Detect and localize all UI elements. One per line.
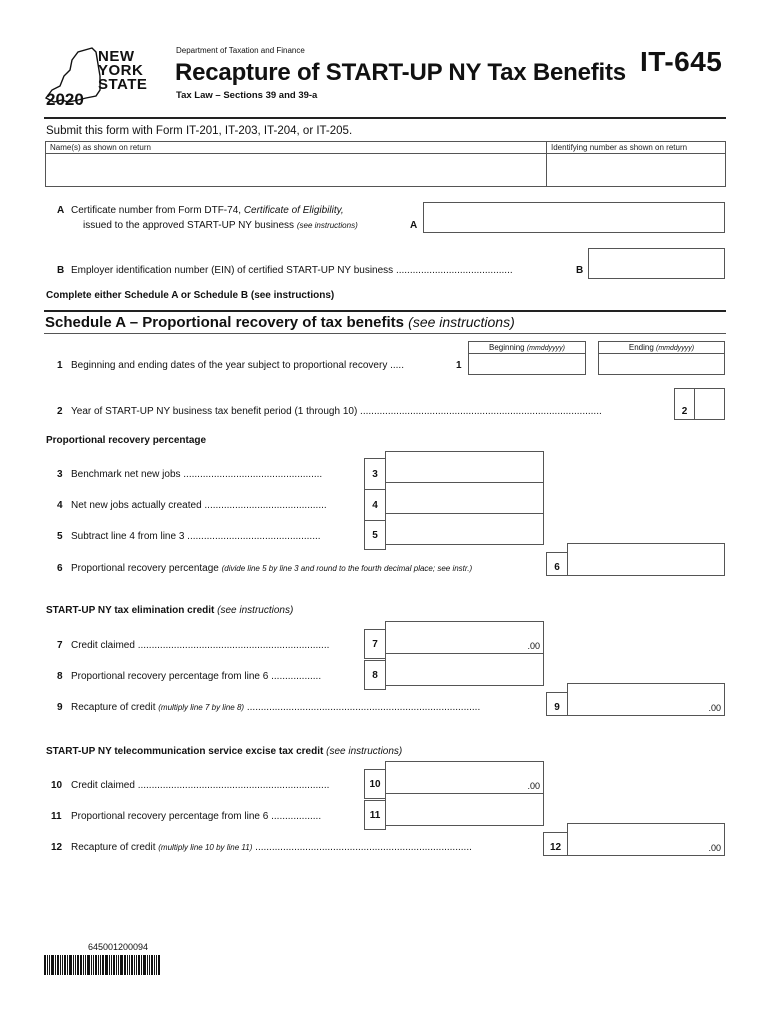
line-7-text: Credit claimed .....................................................................	[71, 640, 330, 651]
barcode-bar	[100, 955, 101, 975]
schedule-a-heading-text: Schedule A – Proportional recovery of tax benefits	[45, 314, 404, 331]
line-1-text: Beginning and ending dates of the year subject to proportional recovery .....	[71, 360, 404, 371]
line-8-percentage-input[interactable]	[385, 653, 544, 686]
line-b-text: Employer identification number (EIN) of certified START-UP NY business ..........................................	[71, 265, 513, 276]
barcode-bar	[95, 955, 97, 975]
barcode-bar	[64, 955, 66, 975]
schedule-a-top-rule	[44, 310, 726, 312]
logo-line-state: STATE	[98, 76, 148, 93]
telecom-credit-heading	[46, 746, 402, 757]
line-2-number: 2	[57, 406, 63, 417]
barcode-bar	[49, 955, 50, 975]
schedule-a-heading-ital: (see instructions)	[408, 314, 515, 330]
line-4-number: 4	[57, 500, 63, 511]
barcode-bar	[129, 955, 130, 975]
line-9-dots: ....................................................................................	[244, 702, 481, 713]
barcode-bar	[69, 955, 72, 975]
barcode-bar	[156, 955, 157, 975]
telecom-credit-heading-ital: (see instructions)	[326, 746, 403, 757]
line-7-cents: .00	[527, 641, 540, 651]
barcode-bar	[131, 955, 133, 975]
barcode-bar	[47, 955, 48, 975]
line-2-box-label: 2	[674, 388, 695, 420]
line-11-percentage-input[interactable]	[385, 793, 544, 826]
line-5-text: Subtract line 4 from line 3 ................................................	[71, 531, 321, 542]
line-10-cents: .00	[527, 781, 540, 791]
barcode-bar	[109, 955, 110, 975]
form-subtitle: Tax Law – Sections 39 and 39-a	[176, 90, 318, 101]
line-12-number: 12	[51, 842, 63, 853]
proportional-recovery-percentage-input[interactable]	[567, 543, 725, 576]
line-9-cents: .00	[708, 703, 721, 713]
barcode-bar	[67, 955, 68, 975]
barcode-bar	[147, 955, 148, 975]
line-12-text-ital: (multiply line 10 by line 11)	[158, 843, 253, 852]
line-12-dots: ..............................................................................	[252, 842, 472, 853]
proportional-recovery-heading: Proportional recovery percentage	[46, 435, 207, 446]
names-field[interactable]	[45, 141, 547, 187]
department-name: Department of Taxation and Finance	[176, 46, 305, 55]
barcode-bar	[134, 955, 135, 975]
submit-instructions: Submit this form with Form IT-201, IT-203, IT-204, or IT-205.	[46, 125, 353, 137]
line-1-box-label: 1	[456, 360, 462, 371]
telecom-credit-heading-text: START-UP NY telecommunication service excise tax credit	[46, 746, 327, 757]
names-field-label: Name(s) as shown on return	[50, 143, 151, 152]
barcode-bar	[138, 955, 140, 975]
line-7-number: 7	[57, 640, 63, 651]
line-a-text-1	[71, 205, 344, 216]
beginning-date-format: (mmddyyyy)	[526, 345, 565, 352]
line-9-text-main: Recapture of credit	[71, 702, 159, 713]
barcode-bar	[120, 955, 123, 975]
tax-year: 2020	[46, 90, 84, 109]
barcode-bar	[116, 955, 117, 975]
barcode-bar	[149, 955, 150, 975]
line-6-box-label: 6	[546, 552, 568, 576]
subtract-line-4-input[interactable]	[385, 513, 544, 545]
form-title: Recapture of START-UP NY Tax Benefits	[175, 59, 626, 86]
barcode-number: 645001200094	[88, 942, 149, 952]
line-8-number: 8	[57, 671, 63, 682]
ein-input[interactable]	[588, 248, 725, 279]
barcode-bar	[77, 955, 79, 975]
line-a-text-2-pre: issued to the approved START-UP NY business	[83, 220, 297, 231]
line-6-text-ital: (divide line 5 by line 3 and round to the fourth decimal place; see instr.)	[221, 564, 473, 573]
line-12-box-label: 12	[543, 832, 568, 856]
elimination-credit-heading-text: START-UP NY tax elimination credit	[46, 605, 218, 616]
barcode-bar	[143, 955, 146, 975]
ending-date-input[interactable]	[598, 353, 725, 375]
barcode-bar	[44, 955, 46, 975]
credit-claimed-input[interactable]	[385, 621, 544, 654]
beginning-label: Beginning	[489, 343, 525, 352]
telecom-recapture-input[interactable]	[567, 823, 725, 856]
barcode-bar	[62, 955, 63, 975]
line-11-text: Proportional recovery percentage from line 6 ..................	[71, 811, 322, 822]
line-b-box-letter: B	[576, 265, 584, 276]
benefit-period-year-input[interactable]	[694, 388, 725, 420]
barcode-bar	[57, 955, 59, 975]
beginning-date-input[interactable]	[468, 353, 586, 375]
complete-schedule-note: Complete either Schedule A or Schedule B (see instructions)	[46, 290, 335, 301]
barcode-bar	[141, 955, 142, 975]
ending-date-format: (mmddyyyy)	[656, 345, 695, 352]
barcode-bar	[151, 955, 153, 975]
barcode-bar	[102, 955, 104, 975]
schedule-a-heading	[45, 314, 515, 331]
id-label-underline	[547, 153, 725, 154]
barcode-bar	[158, 955, 160, 975]
barcode-bar	[60, 955, 61, 975]
barcode-bar	[91, 955, 92, 975]
line-6-number: 6	[57, 563, 63, 574]
line-a-box-letter: A	[410, 220, 418, 231]
line-3-text: Benchmark net new jobs ..................................................	[71, 469, 323, 480]
line-12-text	[71, 842, 472, 853]
schedule-a-bottom-rule	[44, 333, 726, 334]
line-9-box-label: 9	[546, 692, 568, 716]
barcode-bar	[127, 955, 128, 975]
barcode-bar	[136, 955, 137, 975]
line-a-text-2-ital: (see instructions)	[296, 221, 358, 230]
elimination-credit-heading-ital: (see instructions)	[217, 605, 294, 616]
line-9-text	[71, 702, 480, 713]
line-12-cents: .00	[708, 843, 721, 853]
benchmark-net-new-jobs-input[interactable]	[385, 451, 544, 483]
barcode-bar	[83, 955, 84, 975]
identifying-number-label: Identifying number as shown on return	[551, 143, 688, 152]
barcode-bar	[51, 955, 54, 975]
line-1-number: 1	[57, 360, 63, 371]
barcode-bar	[154, 955, 155, 975]
form-number: IT-645	[640, 46, 723, 77]
barcode-bar	[85, 955, 86, 975]
line-3-box-label: 3	[364, 458, 386, 490]
line-5-box-label: 5	[364, 520, 386, 550]
line-11-number: 11	[51, 811, 62, 822]
line-a-letter: A	[57, 205, 65, 216]
barcode-bar	[73, 955, 74, 975]
barcode	[44, 955, 194, 975]
line-2-text: Year of START-UP NY business tax benefit period (1 through 10) .......................................................................................	[71, 406, 602, 417]
identifying-number-field[interactable]	[546, 141, 726, 187]
line-6-text-main: Proportional recovery percentage	[71, 563, 222, 574]
line-6-text	[71, 563, 472, 574]
barcode-bar	[118, 955, 119, 975]
line-b-letter: B	[57, 265, 65, 276]
barcode-bar	[93, 955, 94, 975]
line-a-text-2	[83, 220, 358, 231]
line-11-box-label: 11	[364, 800, 386, 830]
barcode-bar	[98, 955, 99, 975]
line-3-number: 3	[57, 469, 63, 480]
barcode-bar	[87, 955, 90, 975]
barcode-bar	[124, 955, 126, 975]
line-7-box-label: 7	[364, 629, 386, 659]
net-new-jobs-created-input[interactable]	[385, 482, 544, 514]
line-8-text: Proportional recovery percentage from line 6 ..................	[71, 671, 322, 682]
line-4-box-label: 4	[364, 489, 386, 521]
line-5-number: 5	[57, 531, 63, 542]
line-a-text-1-pre: Certificate number from Form DTF-74,	[71, 205, 244, 216]
line-9-text-ital: (multiply line 7 by line 8)	[158, 703, 245, 712]
barcode-bar	[75, 955, 76, 975]
line-10-text: Credit claimed .....................................................................	[71, 780, 330, 791]
ending-label: Ending	[628, 343, 654, 352]
barcode-bar	[113, 955, 115, 975]
barcode-bar	[111, 955, 112, 975]
barcode-bar	[80, 955, 82, 975]
logo-line-new: NEW	[98, 48, 135, 65]
header-divider	[44, 117, 726, 119]
line-a-text-1-ital: Certificate of Eligibility,	[243, 205, 344, 216]
telecom-credit-claimed-input[interactable]	[385, 761, 544, 794]
recapture-of-credit-input[interactable]	[567, 683, 725, 716]
barcode-bar	[105, 955, 108, 975]
line-9-number: 9	[57, 702, 63, 713]
new-york-state-wordmark	[98, 50, 147, 92]
elimination-credit-heading	[46, 605, 293, 616]
line-10-number: 10	[51, 780, 63, 791]
names-label-underline	[46, 153, 546, 154]
barcode-bar	[55, 955, 56, 975]
certificate-number-input[interactable]	[423, 202, 725, 233]
line-12-text-main: Recapture of credit	[71, 842, 159, 853]
line-10-box-label: 10	[364, 769, 386, 799]
line-8-box-label: 8	[364, 660, 386, 690]
line-4-text: Net new jobs actually created ............................................	[71, 500, 327, 511]
logo-line-york: YORK	[98, 62, 144, 79]
